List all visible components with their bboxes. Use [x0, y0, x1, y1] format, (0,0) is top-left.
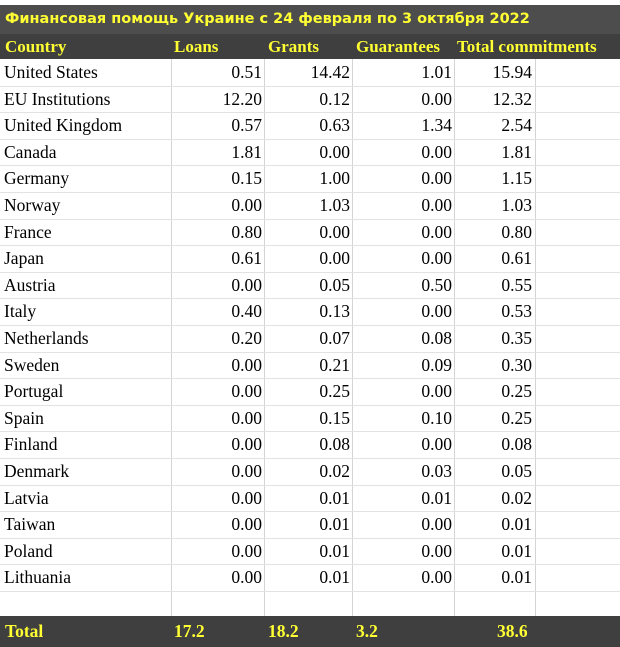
cell-grants[interactable]: 0.05: [319, 274, 350, 295]
totals-guarantees[interactable]: 3.2: [356, 621, 378, 641]
cell-country[interactable]: Finland: [4, 434, 58, 455]
cell-grants[interactable]: 0.00: [319, 141, 350, 162]
table-row: [0, 325, 620, 352]
cell-country[interactable]: Poland: [4, 540, 53, 561]
cell-grants[interactable]: 0.01: [319, 514, 350, 535]
cell-grants[interactable]: 0.15: [319, 407, 350, 428]
cell-country[interactable]: Germany: [4, 168, 70, 189]
cell-grants[interactable]: 0.01: [319, 567, 350, 588]
table-row: [0, 139, 620, 166]
cell-loans[interactable]: 0.00: [231, 195, 262, 215]
cell-guarantees[interactable]: 0.00: [421, 221, 452, 242]
cell-grants[interactable]: 1.03: [319, 195, 350, 215]
cell-country[interactable]: Taiwan: [4, 514, 56, 535]
cell-grants[interactable]: 0.63: [319, 115, 350, 136]
sheet-title: Финансовая помощь Украине с 24 февраля по 3 октября 2022: [5, 11, 530, 27]
cell-guarantees[interactable]: 0.00: [421, 434, 452, 455]
cell-total-commitments[interactable]: 15.94: [492, 62, 532, 82]
totals-grants[interactable]: 18.2: [268, 621, 299, 641]
totals-row: [0, 616, 620, 647]
cell-loans[interactable]: 0.00: [231, 540, 262, 561]
table-row: [0, 538, 620, 565]
cell-grants[interactable]: 0.08: [319, 434, 350, 455]
cell-grants[interactable]: 0.02: [319, 461, 350, 481]
cell-loans[interactable]: 0.00: [231, 567, 262, 588]
header-grants[interactable]: Grants: [268, 37, 319, 56]
cell-country[interactable]: EU Institutions: [4, 88, 111, 109]
cell-loans[interactable]: 0.15: [231, 168, 262, 189]
cell-country[interactable]: Lithuania: [4, 567, 72, 588]
title-bar: [0, 5, 620, 34]
cell-total-commitments[interactable]: 1.15: [501, 168, 532, 189]
cell-total-commitments[interactable]: 0.30: [501, 354, 532, 375]
cell-grants[interactable]: 0.01: [319, 540, 350, 561]
table-row: [0, 405, 620, 432]
cell-country[interactable]: Latvia: [4, 487, 49, 508]
header-guarantees[interactable]: Guarantees: [356, 37, 441, 56]
cell-guarantees[interactable]: 1.34: [421, 115, 452, 136]
cell-total-commitments[interactable]: 2.54: [501, 115, 532, 136]
cell-loans[interactable]: 12.20: [222, 88, 262, 109]
cell-total-commitments[interactable]: 0.35: [501, 328, 532, 348]
totals-commitments[interactable]: 38.6: [497, 621, 528, 641]
cell-loans[interactable]: 0.57: [231, 115, 262, 136]
header-row: [0, 34, 620, 59]
cell-guarantees[interactable]: 0.03: [421, 461, 452, 481]
cell-guarantees[interactable]: 0.10: [421, 407, 452, 428]
cell-loans[interactable]: 0.00: [231, 274, 262, 295]
cell-country[interactable]: Norway: [4, 195, 61, 215]
cell-loans[interactable]: 0.00: [231, 487, 262, 508]
cell-grants[interactable]: 0.07: [319, 328, 350, 348]
cell-loans[interactable]: 0.00: [231, 354, 262, 375]
cell-country[interactable]: Sweden: [4, 354, 60, 375]
cell-total-commitments[interactable]: 1.81: [501, 141, 532, 162]
cell-guarantees[interactable]: 0.00: [421, 301, 452, 322]
table-row: [0, 564, 620, 591]
table-row: [0, 59, 620, 86]
cell-total-commitments[interactable]: 0.01: [501, 514, 532, 535]
cell-guarantees[interactable]: 0.00: [421, 248, 452, 269]
cell-grants[interactable]: 0.00: [319, 221, 350, 242]
table-row: [0, 192, 620, 219]
cell-loans[interactable]: 1.81: [231, 141, 262, 162]
cell-grants[interactable]: 0.12: [319, 88, 350, 109]
table-row: [0, 272, 620, 299]
cell-country[interactable]: Japan: [4, 248, 44, 269]
cell-grants[interactable]: 0.01: [319, 487, 350, 508]
cell-guarantees[interactable]: 0.08: [421, 328, 452, 348]
cell-country[interactable]: United Kingdom: [4, 115, 123, 136]
table-row: [0, 458, 620, 485]
table-row: [0, 112, 620, 139]
cell-loans[interactable]: 0.80: [231, 221, 262, 242]
table-row: [0, 431, 620, 458]
cell-grants[interactable]: 0.00: [319, 248, 350, 269]
cell-total-commitments[interactable]: 0.61: [501, 248, 532, 269]
table-row: [0, 485, 620, 512]
cell-total-commitments[interactable]: 0.25: [501, 381, 532, 402]
cell-guarantees[interactable]: 0.00: [421, 88, 452, 109]
cell-total-commitments[interactable]: 0.01: [501, 567, 532, 588]
cell-grants[interactable]: 0.21: [319, 354, 350, 375]
cell-country[interactable]: Italy: [4, 301, 37, 322]
cell-loans[interactable]: 0.51: [231, 62, 262, 82]
cell-total-commitments[interactable]: 0.80: [501, 221, 532, 242]
header-total-commitments[interactable]: Total commitments: [457, 37, 597, 56]
cell-grants[interactable]: 0.13: [319, 301, 350, 322]
cell-loans[interactable]: 0.00: [231, 434, 262, 455]
cell-country[interactable]: Spain: [4, 407, 44, 428]
cell-total-commitments[interactable]: 0.53: [501, 301, 532, 322]
cell-guarantees[interactable]: 0.50: [421, 274, 452, 295]
cell-loans[interactable]: 0.00: [231, 381, 262, 402]
table-row: [0, 511, 620, 538]
cell-loans[interactable]: 0.00: [231, 407, 262, 428]
cell-grants[interactable]: 0.25: [319, 381, 350, 402]
cell-guarantees[interactable]: 0.00: [421, 168, 452, 189]
cell-total-commitments[interactable]: 0.25: [501, 407, 532, 428]
cell-country[interactable]: Portugal: [4, 381, 64, 402]
table-row: [0, 378, 620, 405]
cell-country[interactable]: Denmark: [4, 461, 70, 481]
cell-guarantees[interactable]: 0.00: [421, 514, 452, 535]
cell-loans[interactable]: 0.00: [231, 514, 262, 535]
header-loans[interactable]: Loans: [174, 37, 219, 56]
cell-guarantees[interactable]: 1.01: [421, 62, 452, 82]
cell-country[interactable]: Netherlands: [4, 328, 89, 348]
table-row: [0, 298, 620, 325]
table-row: [0, 352, 620, 379]
cell-country[interactable]: Canada: [4, 141, 57, 162]
table-row: [0, 165, 620, 192]
table-row: [0, 219, 620, 246]
cell-total-commitments[interactable]: 0.08: [501, 434, 532, 455]
cell-loans[interactable]: 0.00: [231, 461, 262, 481]
cell-grants[interactable]: 14.42: [310, 62, 350, 82]
cell-total-commitments[interactable]: 0.05: [501, 461, 532, 481]
data-grid: [0, 59, 620, 616]
cell-total-commitments[interactable]: 0.55: [501, 274, 532, 295]
header-country[interactable]: Country: [5, 37, 67, 56]
table-row: [0, 245, 620, 272]
cell-total-commitments[interactable]: 0.02: [501, 487, 532, 508]
cell-total-commitments[interactable]: 12.32: [492, 88, 532, 109]
table-row: [0, 86, 620, 113]
cell-guarantees[interactable]: 0.00: [421, 381, 452, 402]
cell-guarantees[interactable]: 0.01: [421, 487, 452, 508]
cell-guarantees[interactable]: 0.00: [421, 141, 452, 162]
gridline-horizontal: [0, 591, 620, 592]
cell-guarantees[interactable]: 0.00: [421, 540, 452, 561]
cell-country[interactable]: United States: [4, 62, 98, 82]
cell-loans[interactable]: 0.40: [231, 301, 262, 322]
cell-total-commitments[interactable]: 1.03: [501, 195, 532, 215]
cell-loans[interactable]: 0.20: [231, 328, 262, 348]
cell-loans[interactable]: 0.61: [231, 248, 262, 269]
cell-guarantees[interactable]: 0.00: [421, 195, 452, 215]
cell-guarantees[interactable]: 0.00: [421, 567, 452, 588]
cell-guarantees[interactable]: 0.09: [421, 354, 452, 375]
cell-grants[interactable]: 1.00: [319, 168, 350, 189]
cell-country[interactable]: Austria: [4, 274, 56, 295]
totals-label[interactable]: Total: [5, 621, 44, 641]
totals-loans[interactable]: 17.2: [174, 621, 205, 641]
cell-total-commitments[interactable]: 0.01: [501, 540, 532, 561]
cell-country[interactable]: France: [4, 221, 52, 242]
